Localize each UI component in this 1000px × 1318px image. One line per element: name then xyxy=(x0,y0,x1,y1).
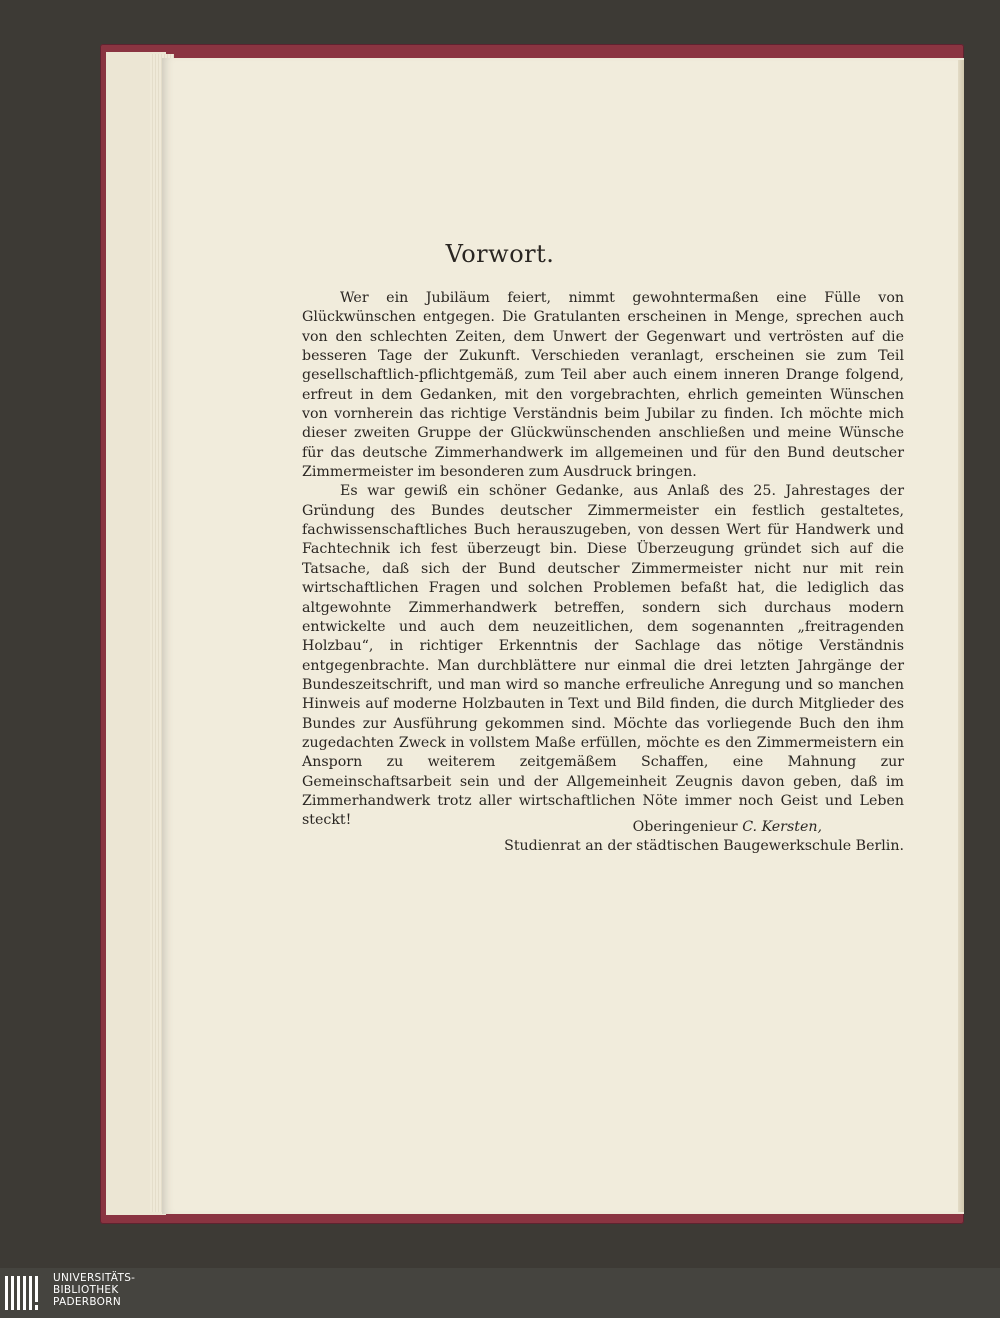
signature-name: C. Kersten, xyxy=(742,819,822,835)
signature-line xyxy=(302,819,904,835)
footer-bar xyxy=(0,1268,1000,1318)
body-text xyxy=(302,289,904,831)
library-logo-text xyxy=(53,1272,135,1308)
logo-line: UNIVERSITÄTS- xyxy=(53,1272,136,1284)
library-bars-icon xyxy=(4,1273,44,1313)
logo-line: PADERBORN xyxy=(53,1296,121,1308)
page-edge xyxy=(958,60,964,1212)
paragraph: Es war gewiß ein schöner Gedanke, aus Anlaß des 25. Jahrestages der Gründung des Bundes deutscher Zimmermeister ein festlich gestaltetes, fachwissenschaftliches Buch herauszugeben, von dessen Wert für Handwerk und Fachtechnik ich fest überzeugt bin. Diese Überzeugung gründet sich auf die Tatsache, daß sich der Bund deutscher Zimmermeister nicht nur mit rein wirtschaftlichen Fragen und solchen Problemen befaßt hat, die lediglich das altgewohnte Zimmerhandwerk betreffen, sondern sich durchaus modern entwickelte und auch dem neuzeitlichen, dem sogenannten „freitragenden Holzbau“, in richtiger Erkenntnis der Sachlage das nötige Verständnis entgegenbrachte. Man durchblättere nur einmal die drei letzten Jahrgänge der Bundeszeitschrift, und man wird so manche erfreuliche Anregung und so manchen Hinweis auf moderne Holzbauten in Text und Bild finden, die durch Mitglieder des Bundes zur Ausführung gekommen sind. Möchte das vorliegende Buch den ihm zugedachten Zweck in vollstem Maße erfüllen, möchte es den Zimmermeistern ein Ansporn zu weiterem zeitgemäßem Schaffen, eine Mahnung zur Gemeinschaftsarbeit sein und der Allgemeinheit Zeugnis davon geben, daß im Zimmerhandwerk trotz aller wirtschaftlichen Nöte immer noch Geist und Leben steckt! xyxy=(302,483,904,829)
signature-role: Oberingenieur xyxy=(632,819,738,835)
paragraph: Wer ein Jubiläum feiert, nimmt gewohntermaßen eine Fülle von Glückwünschen entgegen. Die Gratulanten erscheinen in Menge, sprechen auch von den schlechten Zeiten, dem Unwert der Gegenwart und vertrösten auf die besseren Tage der Zukunft. Verschieden veranlagt, erscheinen sie zum Teil gesellschaftlich-pflichtgemäß, zum Teil aber auch einem inneren Drange folgend, erfreut in dem Gedanken, mit den vorgebrachten, ehrlich gemeinten Wünschen von vornherein das richtige Verständnis beim Jubilar zu finden. Ich möchte mich dieser zweiten Gruppe der Glückwünschenden anschließen und meine Wünsche für das deutsche Zimmerhandwerk im allgemeinen und für den Bund deutscher Zimmermeister im besonderen zum Ausdruck bringen. xyxy=(302,290,904,481)
logo-line: BIBLIOTHEK xyxy=(53,1284,119,1296)
signature-position: Studienrat an der städtischen Baugewerkschule Berlin. xyxy=(504,838,904,854)
page-title: Vorwort. xyxy=(445,240,555,268)
